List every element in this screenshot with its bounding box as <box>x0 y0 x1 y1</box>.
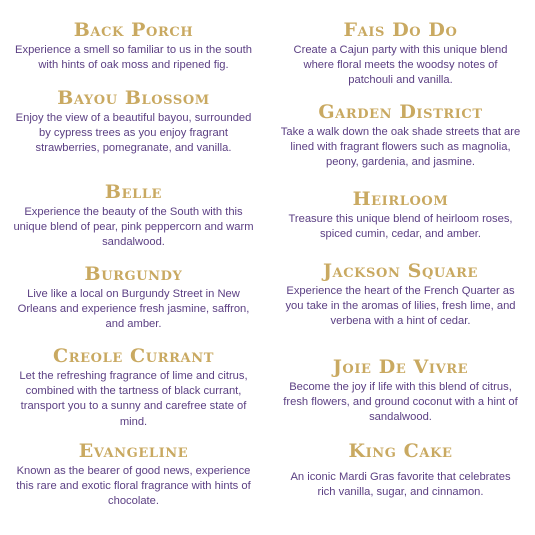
fragrance-entry-back-porch <box>0 19 267 73</box>
fragrance-title: Garden District <box>318 101 483 123</box>
fragrance-title: Back Porch <box>73 19 194 41</box>
fragrance-title: Creole Currant <box>53 345 214 367</box>
fragrance-description: Let the refreshing fragrance of lime and citrus, combined with the tartness of black currant, transport you to a sunny and carefree state of mind. <box>19 370 248 428</box>
fragrance-title: Fais Do Do <box>343 19 458 41</box>
fragrance-description: Treasure this unique blend of heirloom roses, spiced cumin, cedar, and amber. <box>288 213 513 241</box>
fragrance-entry-garden-district <box>267 101 534 171</box>
fragrance-entry-bayou-blossom <box>0 87 267 157</box>
fragrance-title: Burgundy <box>84 263 183 285</box>
fragrance-description: Become the joy if life with this blend of citrus, fresh flowers, and ground coconut with a hint of sandalwood. <box>283 381 518 424</box>
fragrance-title: King Cake <box>348 440 453 462</box>
fragrance-title: Evangeline <box>78 440 189 462</box>
fragrance-entry-burgundy <box>0 263 267 333</box>
fragrance-description: Experience a smell so familiar to us in the south with hints of oak moss and ripened fig. <box>15 44 252 72</box>
fragrance-title: Bayou Blossom <box>57 87 210 109</box>
fragrance-description: Enjoy the view of a beautiful bayou, surrounded by cypress trees as you enjoy fragrant strawberries, pomegranate, and vanilla. <box>15 112 252 155</box>
fragrance-entry-king-cake <box>267 440 534 500</box>
fragrance-title: Jackson Square <box>322 260 479 282</box>
fragrance-description: Experience the beauty of the South with this unique blend of pear, pink peppercorn and warm sandalwood. <box>13 206 254 249</box>
fragrance-description: Known as the bearer of good news, experience this rare and exotic floral fragrance with hints of chocolate. <box>16 465 251 508</box>
fragrance-description: An iconic Mardi Gras favorite that celebrates rich vanilla, sugar, and cinnamon. <box>290 471 511 499</box>
fragrance-entry-fais-do-do <box>267 19 534 89</box>
fragrance-title: Heirloom <box>352 188 449 210</box>
fragrance-entry-belle <box>0 181 267 251</box>
fragrance-title: Joie De Vivre <box>332 356 469 378</box>
fragrance-entry-jackson-square <box>267 260 534 330</box>
fragrance-entry-heirloom <box>267 188 534 242</box>
fragrance-description: Take a walk down the oak shade streets that are lined with fragrant flowers such as magnolia, peony, gardenia, and jasmine. <box>280 126 521 169</box>
fragrance-description: Create a Cajun party with this unique blend where floral meets the woodsy notes of patchouli and vanilla. <box>293 44 508 87</box>
fragrance-entry-joie-de-vivre <box>267 356 534 426</box>
fragrance-entry-evangeline <box>0 440 267 510</box>
fragrance-entry-creole-currant <box>0 345 267 430</box>
fragrance-title: Belle <box>104 181 163 203</box>
fragrance-description: Live like a local on Burgundy Street in New Orleans and experience fresh jasmine, saffron, and amber. <box>17 288 250 331</box>
fragrance-description: Experience the heart of the French Quarter as you take in the aromas of lilies, fresh lime, and verbena with a hint of cedar. <box>285 285 516 328</box>
